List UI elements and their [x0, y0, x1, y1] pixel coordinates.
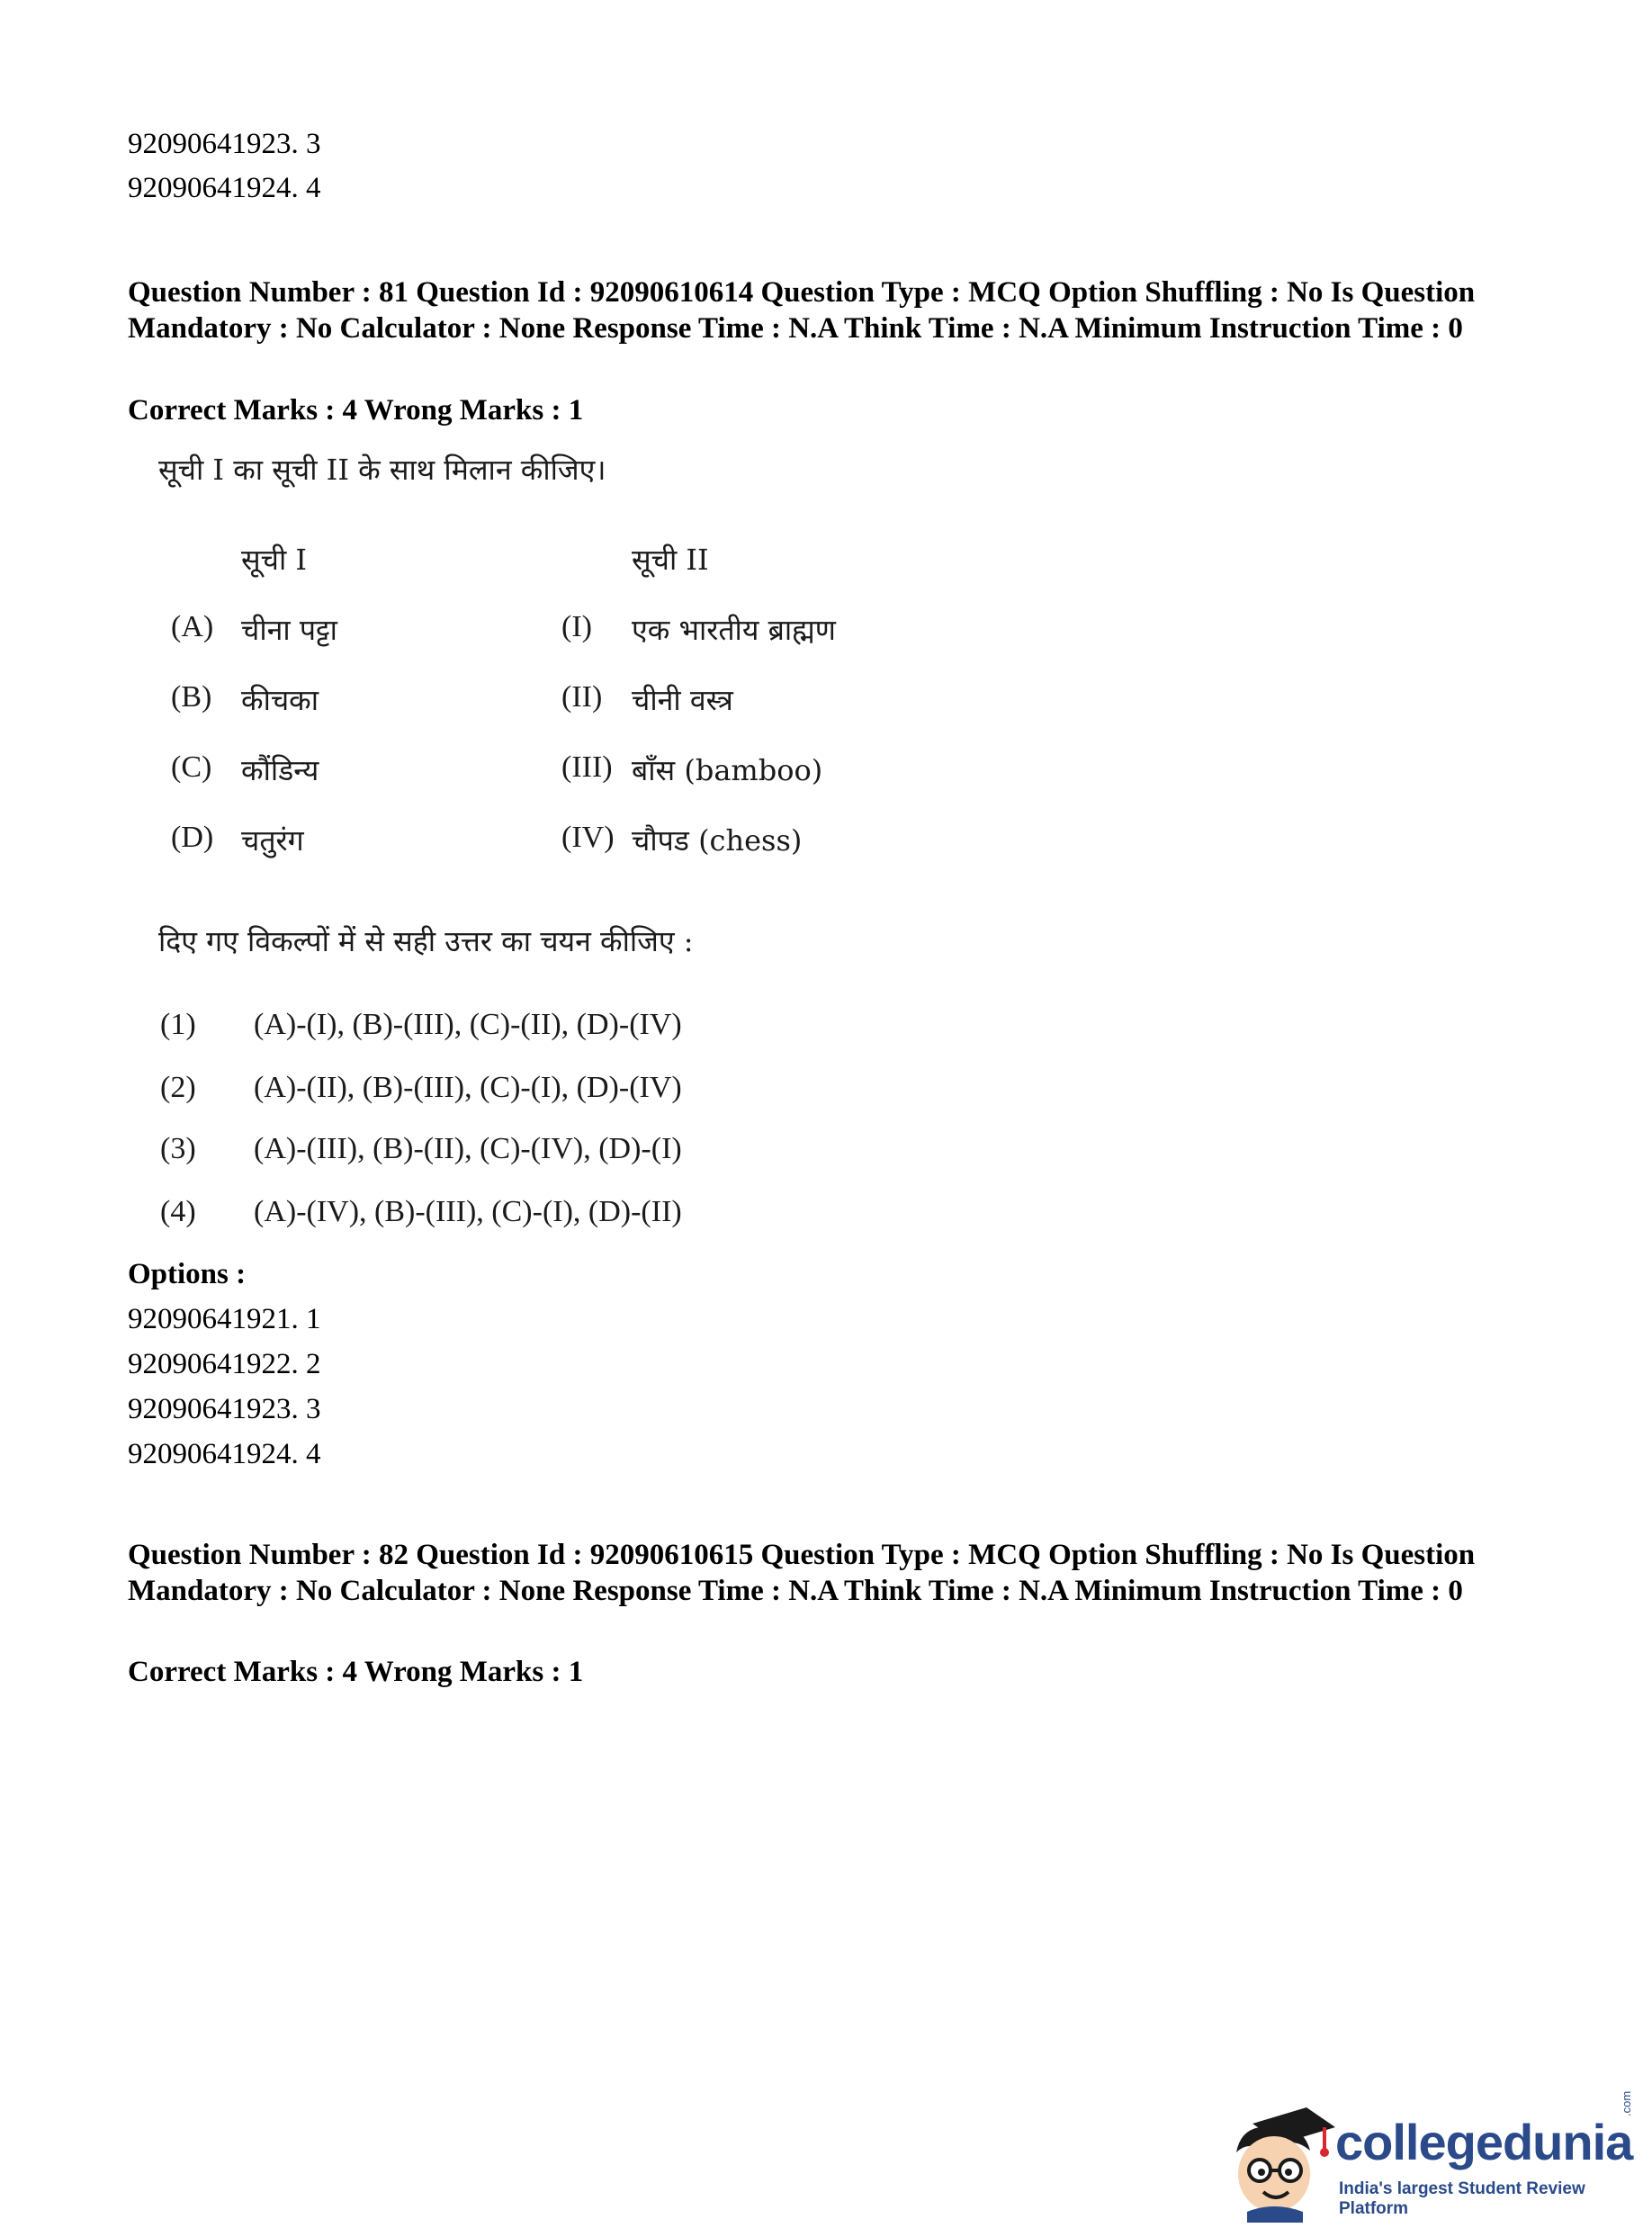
list1-item: कीचका: [241, 683, 319, 717]
list2-item: बाँस (bamboo): [632, 753, 823, 787]
choice-text: (A)-(IV), (B)-(III), (C)-(I), (D)-(II): [254, 1195, 682, 1228]
list2-label: (IV): [561, 821, 615, 854]
list1-label: (C): [171, 750, 212, 784]
logo-tagline: India's largest Student Review Platform: [1339, 2179, 1585, 2218]
list1-label: (B): [171, 680, 212, 714]
list2-label: (II): [561, 680, 603, 714]
list1-label: (D): [171, 821, 214, 854]
list2-item: एक भारतीय ब्राह्मण: [632, 613, 836, 647]
choose-instruction: दिए गए विकल्पों में से सही उत्तर का चयन कीजिए :: [158, 924, 694, 958]
choice-text: (A)-(II), (B)-(III), (C)-(I), (D)-(IV): [254, 1071, 682, 1104]
list1-item: कौंडिन्य: [241, 753, 319, 787]
list1-label: (A): [171, 610, 214, 643]
option-line: 92090641924. 4: [128, 1438, 321, 1470]
choice-text: (A)-(I), (B)-(III), (C)-(II), (D)-(IV): [254, 1008, 682, 1041]
list1-item: चतुरंग: [241, 823, 304, 858]
option-line: 92090641922. 2: [128, 1348, 321, 1380]
list2-label: (I): [561, 610, 592, 643]
logo-suffix: .com: [1620, 2090, 1633, 2116]
options-label: Options :: [128, 1258, 247, 1290]
list1-item: चीना पट्टा: [241, 613, 337, 647]
question-81-header: Question Number : 81 Question Id : 92090610614 Question Type : MCQ Option Shuffling : No Is Question Mandatory : No Calculator : None Response Time : N.A Think Time : N.A Minimum Instruction Time : 0: [128, 276, 1476, 345]
option-line: 92090641921. 1: [128, 1303, 321, 1335]
choice-number: (1): [160, 1008, 196, 1041]
list1-heading: सूची I: [241, 543, 308, 577]
option-line: 92090641923. 3: [128, 128, 321, 160]
list2-label: (III): [561, 750, 613, 784]
choice-number: (2): [160, 1071, 196, 1104]
list2-item: चीनी वस्त्र: [632, 683, 733, 717]
choice-text: (A)-(III), (B)-(II), (C)-(IV), (D)-(I): [254, 1132, 682, 1165]
question-81-marks: Correct Marks : 4 Wrong Marks : 1: [128, 394, 584, 427]
collegedunia-logo: [1217, 2090, 1648, 2223]
question-82-marks: Correct Marks : 4 Wrong Marks : 1: [128, 1656, 584, 1688]
choice-number: (3): [160, 1132, 196, 1165]
logo-wordmark: collegedunia: [1335, 2114, 1633, 2170]
option-line: 92090641923. 3: [128, 1393, 321, 1425]
choice-number: (4): [160, 1195, 196, 1228]
list2-heading: सूची II: [632, 543, 709, 577]
match-instruction: सूची I का सूची II के साथ मिलान कीजिए।: [158, 453, 606, 487]
option-line: 92090641924. 4: [128, 172, 321, 204]
mascot-icon: [1217, 2097, 1342, 2223]
list2-item: चौपड (chess): [632, 823, 803, 858]
question-82-header: Question Number : 82 Question Id : 92090610615 Question Type : MCQ Option Shuffling : No Is Question Mandatory : No Calculator : None Response Time : N.A Think Time : N.A Minimum Instruction Time : 0: [128, 1539, 1476, 1607]
